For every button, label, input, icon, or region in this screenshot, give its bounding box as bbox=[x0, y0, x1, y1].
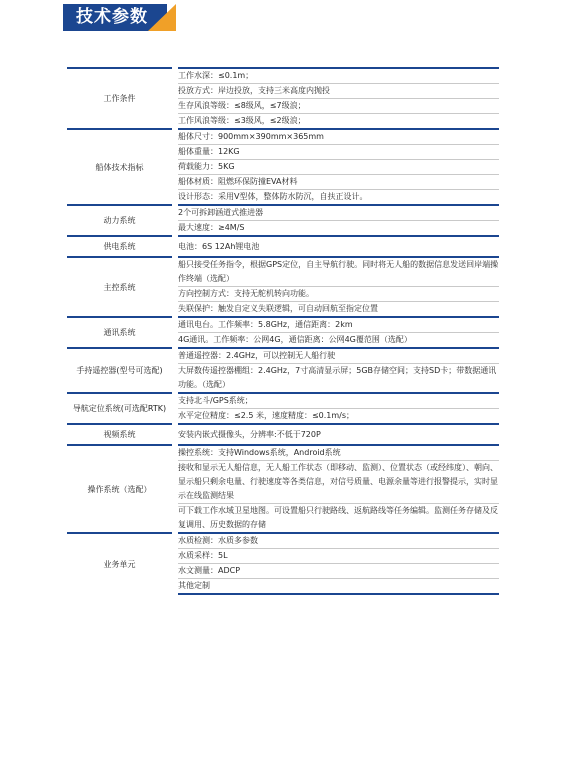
spec-row bbox=[67, 129, 499, 145]
spec-row bbox=[67, 533, 499, 549]
spec-item: 安装内嵌式摄像头，分辨率:不低于720P bbox=[178, 424, 499, 445]
spec-item: 支持北斗/GPS系统； bbox=[178, 393, 499, 409]
spec-category: 动力系统 bbox=[67, 205, 172, 236]
spec-item: 通讯电台。工作频率：5.8GHz，通信距离：2km bbox=[178, 317, 499, 333]
spec-item: 可下载工作水域卫星地图。可设置船只行驶路线、返航路线等任务编辑。监测任务存储及反复调用、历史数据的存储 bbox=[178, 504, 499, 534]
spec-item: 船只接受任务指令，根据GPS定位，自主导航行驶。同时将无人船的数据信息发送回岸端操作终端（选配） bbox=[178, 257, 499, 287]
spec-row bbox=[67, 393, 499, 409]
spec-category: 主控系统 bbox=[67, 257, 172, 317]
spec-item: 工作水深：≤0.1m； bbox=[178, 68, 499, 84]
spec-row bbox=[67, 68, 499, 84]
spec-item: 生存风浪等级：≤8级风，≤7级浪； bbox=[178, 99, 499, 114]
spec-item: 水平定位精度：≤2.5 米，速度精度：≤0.1m/s； bbox=[178, 409, 499, 425]
spec-category: 操作系统（选配） bbox=[67, 445, 172, 533]
spec-item: 船体材质：阻燃环保防撞EVA材料 bbox=[178, 175, 499, 190]
spec-row bbox=[67, 445, 499, 461]
spec-item: 4G通讯。工作频率：公网4G，通信距离：公网4G覆范围（选配） bbox=[178, 333, 499, 349]
spec-category: 手持遥控器(型号可选配) bbox=[67, 348, 172, 393]
spec-row bbox=[67, 348, 499, 364]
spec-category: 供电系统 bbox=[67, 236, 172, 257]
spec-item: 最大速度：≥4M/S bbox=[178, 221, 499, 237]
spec-item: 方向控制方式：支持无舵机转向功能。 bbox=[178, 287, 499, 302]
spec-item: 大屏数传遥控器棚组：2.4GHz，7寸高清显示屏；5GB存储空间；支持SD卡；带数据通讯功能。（选配） bbox=[178, 364, 499, 394]
spec-item: 荷载能力：5KG bbox=[178, 160, 499, 175]
spec-item: 接收和显示无人船信息，无人船工作状态（即移动、监测）、位置状态（或经纬度）、朝向、显示船只剩余电量、行驶速度等各类信息，对信号质量、电源余量等进行报警提示，实时显示在线监测结果 bbox=[178, 461, 499, 504]
spec-item: 其他定制 bbox=[178, 579, 499, 595]
spec-item: 工作风浪等级：≤3级风，≤2级浪； bbox=[178, 114, 499, 130]
spec-row bbox=[67, 257, 499, 287]
spec-item: 操控系统：支持Windows系统，Android系统 bbox=[178, 445, 499, 461]
spec-item: 水质采样：5L bbox=[178, 549, 499, 564]
spec-category: 船体技术指标 bbox=[67, 129, 172, 205]
spec-item: 2个可拆卸涵道式推进器 bbox=[178, 205, 499, 221]
spec-category: 通讯系统 bbox=[67, 317, 172, 348]
spec-item: 水文测量：ADCP bbox=[178, 564, 499, 579]
spec-item: 普通遥控器：2.4GHz，可以控制无人船行驶 bbox=[178, 348, 499, 364]
spec-category: 导航定位系统(可选配RTK) bbox=[67, 393, 172, 424]
spec-item: 船体重量：12KG bbox=[178, 145, 499, 160]
spec-row bbox=[67, 317, 499, 333]
spec-item: 电池：6S 12Ah锂电池 bbox=[178, 236, 499, 257]
spec-item: 设计形态：采用V型体，整体防水防沉，自扶正设计。 bbox=[178, 190, 499, 206]
section-header bbox=[0, 0, 570, 40]
spec-item: 失联保护：触发自定义失联逻辑，可自动回航至指定位置 bbox=[178, 302, 499, 318]
spec-item: 投放方式：岸边投放，支持三米高度内抛投 bbox=[178, 84, 499, 99]
spec-row bbox=[67, 236, 499, 257]
spec-row bbox=[67, 424, 499, 445]
spec-category: 工作条件 bbox=[67, 68, 172, 129]
header-triangle-decoration bbox=[148, 4, 176, 31]
spec-item: 水质检测：水质多参数 bbox=[178, 533, 499, 549]
spec-table bbox=[67, 67, 499, 595]
spec-category: 视频系统 bbox=[67, 424, 172, 445]
page-title: 技术参数 bbox=[76, 7, 148, 27]
spec-item: 船体尺寸：900mm×390mm×365mm bbox=[178, 129, 499, 145]
spec-row bbox=[67, 205, 499, 221]
spec-category: 业务单元 bbox=[67, 533, 172, 594]
